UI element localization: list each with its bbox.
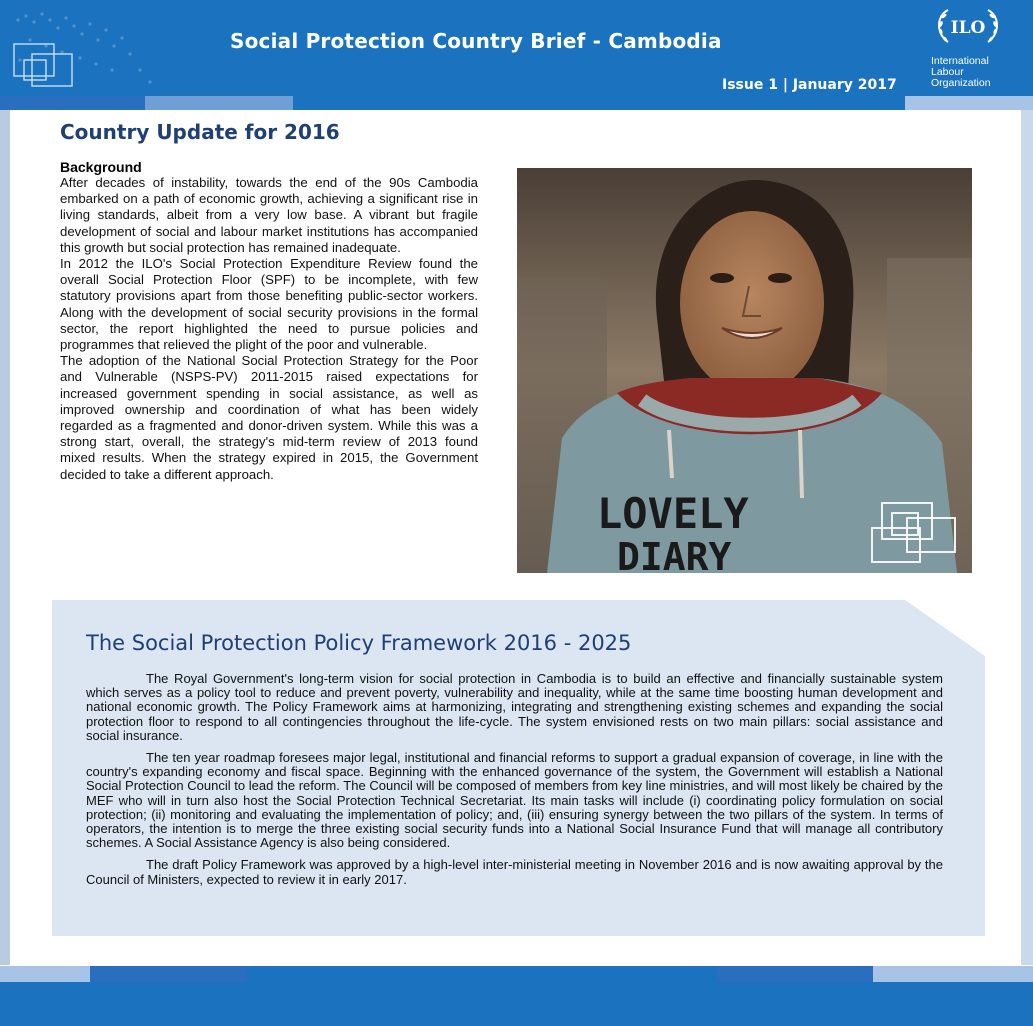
ilo-name-line: International: [931, 55, 989, 67]
paragraph: In 2012 the ILO's Social Protection Expenditure Review found the overall Social Protection Floor (SPF) to be incomplete, with few statutory provisions apart from those benefiting public-sector workers. Along with the development of social security provisions in the formal sector, the report highlighted the need to pursue policies and programmes that relieved the plight of the poor and vulnerable.: [60, 256, 478, 353]
footer-accent-band: [0, 966, 1033, 982]
section-title: Country Update for 2016: [60, 120, 340, 144]
framework-title: The Social Protection Policy Framework 2016 - 2025: [86, 631, 632, 655]
world-map-decoration: [0, 0, 200, 96]
woman-portrait-photo: [517, 168, 972, 573]
page-header: [0, 0, 1033, 96]
left-side-strip: [0, 110, 10, 965]
header-accent-band: [0, 96, 1033, 110]
ilo-name-line: Organization: [931, 77, 991, 89]
ilo-emblem-icon: [934, 6, 1002, 48]
background-text: [60, 175, 478, 483]
ilo-mark: ILO: [950, 18, 986, 38]
shirt-text-top: LOVELY: [597, 489, 749, 538]
ilo-logo: [928, 6, 1008, 90]
background-heading: Background: [60, 159, 142, 175]
framework-text: [86, 672, 943, 895]
paragraph: After decades of instability, towards the end of the 90s Cambodia embarked on a path of economic growth, achieving a significant rise in living standards, albeit from a very low base. A vibrant but fragile development of social and labour market institutions has accompanied this growth but social protection has remained inadequate.: [60, 175, 478, 255]
ilo-name: [931, 56, 991, 89]
brief-title: Social Protection Country Brief - Cambodia: [230, 29, 722, 53]
paragraph: The ten year roadmap foresees major legal, institutional and financial reforms to support a gradual expansion of coverage, in line with the country's expanding economy and fiscal space. Beginning with the enhanced governance of the system, the Government will establish a National Social Protection Council to lead the reform. The Council will be composed of members from key line ministries, and will most likely be chaired by the MEF who will in turn also host the Social Protection Technical Secretariat. Its main tasks will include (i) coordinating policy formulation on social protection; (ii) monitoring and evaluating the implementation of policy; and, (iii) ensuring synergy between the two pillars of the system. In terms of operators, the intention is to merge the three existing social security funds into a National Social Insurance Fund that will manage all contributory schemes. A Social Assistance Agency is also being considered.: [86, 750, 943, 851]
shirt-text-bottom: DIARY: [617, 535, 732, 573]
right-side-strip: [1021, 110, 1033, 965]
page-footer: [0, 982, 1033, 1026]
paragraph: The Royal Government's long-term vision for social protection in Cambodia is to build an effective and financially sustainable system which serves as a policy tool to reduce and prevent poverty, vulnerability and inequality, while at the same time boosting human development and national economic growth. The Policy Framework aims at harmonizing, integrating and strengthening existing schemes and expanding the social protection floor to respond to all contingencies throughout the life-cycle. The system envisioned rests on two main pillars: social assistance and social insurance.: [86, 671, 943, 743]
issue-date: Issue 1 | January 2017: [722, 77, 897, 93]
paragraph: The draft Policy Framework was approved by a high-level inter-ministerial meeting in November 2016 and is now awaiting approval by the Council of Ministers, expected to review it in early 2017.: [86, 857, 943, 887]
paragraph: The adoption of the National Social Protection Strategy for the Poor and Vulnerable (NSPS-PV) 2011-2015 raised expectations for increased government spending in social assistance, as well as improved ownership and coordination of what has been widely regarded as a fragmented and donor-driven system. While this was a strong start, overall, the strategy's mid-term review of 2013 found mixed results. When the strategy expired in 2015, the Government decided to take a different approach.: [60, 353, 478, 482]
ilo-name-line: Labour: [931, 66, 964, 78]
